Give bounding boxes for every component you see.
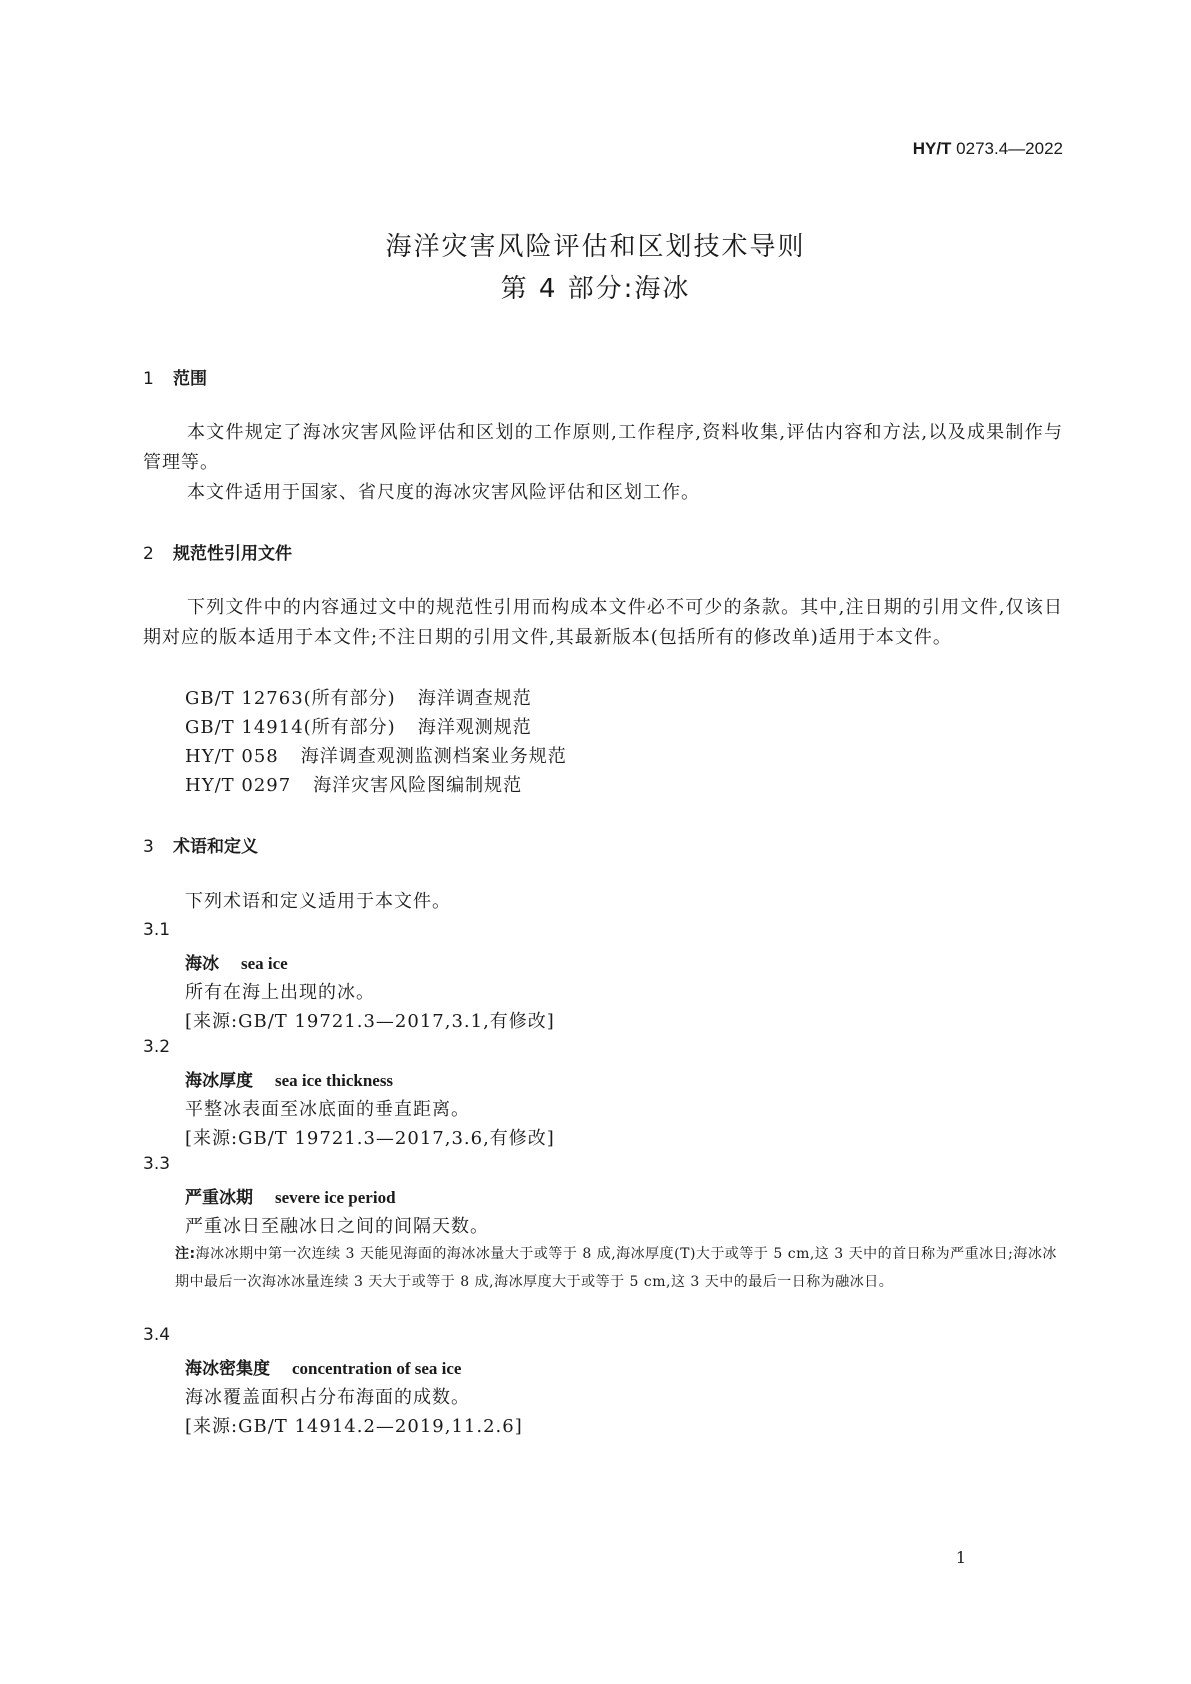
term-source: [来源:GB/T 19721.3—2017,3.1,有修改] [185, 1011, 555, 1032]
reference-code: HY/T 058 [185, 746, 279, 767]
term-source: [来源:GB/T 19721.3—2017,3.6,有修改] [185, 1128, 555, 1149]
section-heading-terms-and-definitions [143, 832, 258, 857]
term-chinese: 海冰厚度 [185, 1071, 253, 1091]
clause-number: 3.3 [143, 1154, 171, 1174]
term-definition: 所有在海上出现的冰。 [185, 982, 375, 1003]
reference-item [185, 771, 522, 797]
reference-code: HY/T 0297 [185, 775, 292, 796]
page-number: 1 [955, 1548, 966, 1567]
reference-code: GB/T 14914(所有部分) [185, 717, 396, 738]
term-chinese: 海冰密集度 [185, 1359, 270, 1379]
section-number: 3 [143, 837, 154, 857]
term-english: sea ice [241, 954, 288, 973]
section-heading-normative-references [143, 539, 292, 564]
term-definition: 海冰覆盖面积占分布海面的成数。 [185, 1387, 470, 1408]
clause-number: 3.2 [143, 1037, 171, 1057]
reference-item [185, 684, 532, 710]
terms-intro: 下列术语和定义适用于本文件。 [185, 891, 451, 912]
scope-paragraph-2: 本文件适用于国家、省尺度的海冰灾害风险评估和区划工作。 [187, 482, 700, 503]
references-paragraph: 下列文件中的内容通过文中的规范性引用而构成本文件必不可少的条款。其中,注日期的引用文件,仅该日期对应的版本适用于本文件;不注日期的引用文件,其最新版本(包括所有的修改单)适用于本文件。 [143, 597, 1063, 648]
reference-title: 海洋观测规范 [417, 717, 532, 738]
term-entry [185, 1354, 461, 1379]
reference-item [185, 742, 567, 768]
term-english: sea ice thickness [275, 1071, 394, 1090]
standard-prefix: HY/T [912, 139, 952, 158]
clause-number: 3.1 [143, 920, 171, 940]
note-text: 海冰冰期中第一次连续 3 天能见海面的海冰冰量大于或等于 8 成,海冰厚度(T)大于或等于 5 cm,这 3 天中的首日称为严重冰日;海冰冰期中最后一次海冰冰量连续 3 天大于或等于 8 成,海冰厚度大于或等于 5 cm,这 3 天中的最后一日称为融冰日。 [175, 1246, 1057, 1290]
standard-code [913, 139, 1063, 159]
reference-title: 海洋灾害风险图编制规范 [313, 775, 523, 796]
term-entry [185, 1066, 393, 1091]
section-number: 1 [143, 369, 154, 389]
term-chinese: 海冰 [185, 954, 219, 974]
term-entry [185, 949, 288, 974]
document-title: 海洋灾害风险评估和区划技术导则 [385, 232, 806, 262]
term-english: concentration of sea ice [292, 1359, 462, 1378]
term-source: [来源:GB/T 14914.2—2019,11.2.6] [185, 1416, 523, 1437]
section-number: 2 [143, 544, 154, 564]
term-entry [185, 1183, 396, 1208]
term-definition: 严重冰日至融冰日之间的间隔天数。 [185, 1216, 489, 1237]
term-definition: 平整冰表面至冰底面的垂直距离。 [185, 1099, 470, 1120]
section-title: 术语和定义 [173, 837, 258, 857]
term-chinese: 严重冰期 [185, 1188, 253, 1208]
section-title: 规范性引用文件 [173, 544, 292, 564]
reference-code: GB/T 12763(所有部分) [185, 688, 396, 709]
term-english: severe ice period [275, 1188, 396, 1207]
reference-title: 海洋调查观测监测档案业务规范 [300, 746, 567, 767]
reference-item [185, 713, 532, 739]
reference-title: 海洋调查规范 [417, 688, 532, 709]
section-heading-scope [143, 364, 207, 389]
scope-paragraph-1: 本文件规定了海冰灾害风险评估和区划的工作原则,工作程序,资料收集,评估内容和方法,以及成果制作与管理等。 [143, 422, 1063, 473]
document-subtitle: 第 4 部分:海冰 [500, 274, 691, 304]
term-note [175, 1240, 1060, 1296]
note-label: 注: [175, 1246, 196, 1262]
section-title: 范围 [173, 369, 207, 389]
standard-number: 0273.4—2022 [956, 139, 1063, 158]
clause-number: 3.4 [143, 1325, 171, 1345]
